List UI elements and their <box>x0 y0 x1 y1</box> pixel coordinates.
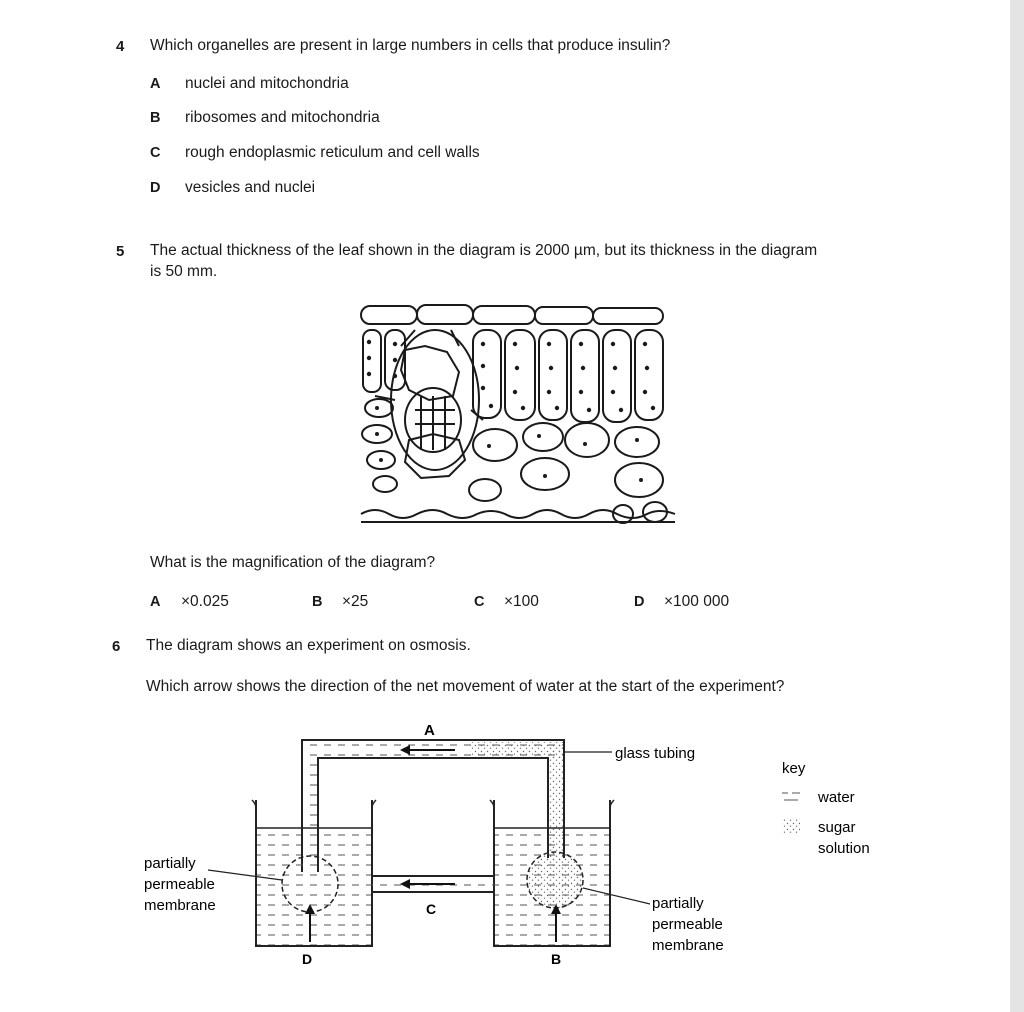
question-5-prompt: What is the magnification of the diagram? <box>150 554 436 571</box>
q5-option-a-text: ×0.025 <box>181 593 229 610</box>
q4-option-c-text: rough endoplasmic reticulum and cell walls <box>185 144 480 161</box>
glass-tubing-label: glass tubing <box>615 745 696 762</box>
question-4-text: Which organelles are present in large numbers in cells that produce insulin? <box>150 37 671 54</box>
q5-option-d-text: ×100 000 <box>664 593 730 610</box>
question-6-number: 6 <box>112 638 121 655</box>
q5-option-b-text: ×25 <box>342 593 369 610</box>
label-c: C <box>426 901 437 917</box>
question-5-text-line2: is 50 mm. <box>150 263 218 280</box>
key-sugar-symbol <box>782 818 800 834</box>
leaf-cross-section-diagram <box>355 300 680 532</box>
question-6-intro: The diagram shows an experiment on osmosis. <box>146 637 471 654</box>
q5-option-c-text: ×100 <box>504 593 539 610</box>
label-d: D <box>302 951 313 967</box>
membrane-left-label-line3: membrane <box>144 897 216 914</box>
membrane-left-label-line1: partially <box>144 855 196 872</box>
q4-option-d-letter: D <box>150 180 161 196</box>
q4-option-c-letter: C <box>150 145 161 161</box>
right-membrane <box>527 852 583 908</box>
membrane-left-label-line2: permeable <box>144 876 215 893</box>
question-5-text-line1: The actual thickness of the leaf shown in the diagram is 2000 µm, but its thickness in the diagram <box>150 242 818 259</box>
q5-option-d-letter: D <box>634 594 645 610</box>
key-title: key <box>782 760 806 777</box>
left-membrane <box>282 856 338 912</box>
vertical-scrollbar[interactable] <box>1010 0 1024 1012</box>
q4-option-b-text: ribosomes and mitochondria <box>185 109 380 126</box>
membrane-right-label-line1: partially <box>652 895 704 912</box>
q4-option-d-text: vesicles and nuclei <box>185 179 316 196</box>
question-4-number: 4 <box>116 38 125 55</box>
key-water-label: water <box>818 789 855 806</box>
q5-option-c-letter: C <box>474 594 485 610</box>
key-water-symbol <box>782 793 800 800</box>
membrane-right-label-line2: permeable <box>652 916 723 933</box>
label-b: B <box>551 951 562 967</box>
q5-option-b-letter: B <box>312 594 323 610</box>
q5-option-a-letter: A <box>150 594 161 610</box>
key-sugar-label-line1: sugar <box>818 819 856 836</box>
label-a: A <box>424 722 435 739</box>
key-sugar-label-line2: solution <box>818 840 870 857</box>
q4-option-b-letter: B <box>150 110 161 126</box>
membrane-right-label-line3: membrane <box>652 937 724 954</box>
question-5-number: 5 <box>116 243 125 260</box>
q4-option-a-letter: A <box>150 76 161 92</box>
osmosis-diagram <box>0 700 1000 975</box>
question-6-text: Which arrow shows the direction of the net movement of water at the start of the experiment? <box>146 678 785 695</box>
q4-option-a-text: nuclei and mitochondria <box>185 75 349 92</box>
